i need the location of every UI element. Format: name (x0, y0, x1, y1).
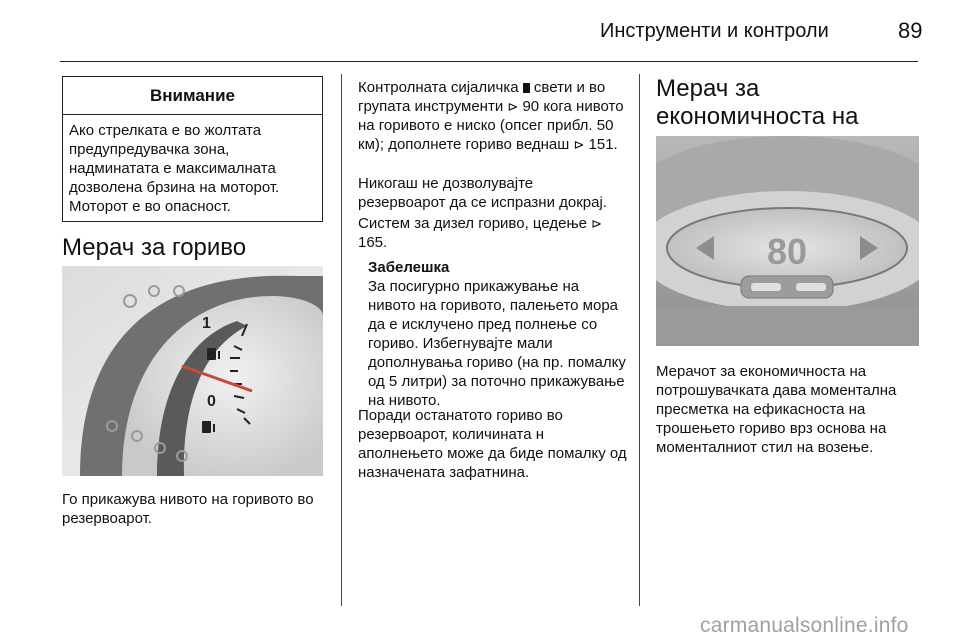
header-divider (60, 61, 918, 62)
column-divider-left (341, 74, 342, 606)
note-label: Забелешка (368, 259, 450, 276)
economy-gauge-description: Мерачот за економичноста на потрошувачката дава моментална пресметка на ефикасноста на трошењето гориво врз основа на моменталниот стил на возење. (656, 363, 897, 456)
page-number: 89 (898, 18, 923, 43)
warning-box (62, 76, 323, 222)
empty-tank-paragraph: Никогаш не дозволувајте резервоарот да се испразни докрај. (358, 175, 607, 211)
fuel-pump-icon (523, 83, 530, 93)
gauge-label-full: 1 (202, 315, 211, 332)
warning-heading: Внимание (63, 77, 322, 115)
economy-display-value: 80 (766, 231, 808, 272)
column-divider-right (639, 74, 640, 606)
cross-reference-arrow-icon: ⊳ (507, 99, 519, 114)
cross-reference-arrow-icon: ⊳ (573, 137, 585, 152)
economy-gauge-heading: Мерач за економичноста на (656, 75, 859, 130)
fuel-gauge-heading: Мерач за гориво (62, 234, 247, 261)
cross-reference-arrow-icon: ⊳ (591, 216, 603, 231)
gauge-label-empty: 0 (207, 393, 216, 410)
diesel-bleeding-paragraph: Систем за дизел гориво, цедење ⊳ 165. (358, 215, 603, 251)
fuel-gauge-caption: Го прикажува нивото на горивото во резервоарот. (62, 491, 314, 527)
page-header-title: Инструменти и контроли (600, 20, 829, 42)
low-fuel-paragraph: Контролната сијаличка свети и во групата инструменти ⊳ 90 кога нивото на горивото е ниско (опсег прибл. 50 км); дополнете гориво веднаш ⊳ 151. (358, 79, 624, 153)
watermark: carmanualsonline.info (700, 614, 909, 637)
economy-gauge-photo (656, 136, 919, 346)
note-text: За посигурно прикажување на нивото на горивото, палењето мора да е исклучено пред полнење со гориво. Избегнувајте мали дополнувања гориво (на пр. помалку од 5 литри) за поточно прикажување на нивото. (368, 278, 626, 409)
fuel-gauge-photo (62, 266, 323, 476)
warning-text: Ако стрелката е во жолтата предупредувачка зона, надминатата е максималната дозволена брзина на моторот. Моторот е во опасност. (69, 122, 280, 215)
remaining-fuel-paragraph: Поради останатото гориво во резервоарот, количината н аполнењето може да биде помалку од назначената зафатнина. (358, 407, 627, 481)
note-block (368, 258, 626, 410)
